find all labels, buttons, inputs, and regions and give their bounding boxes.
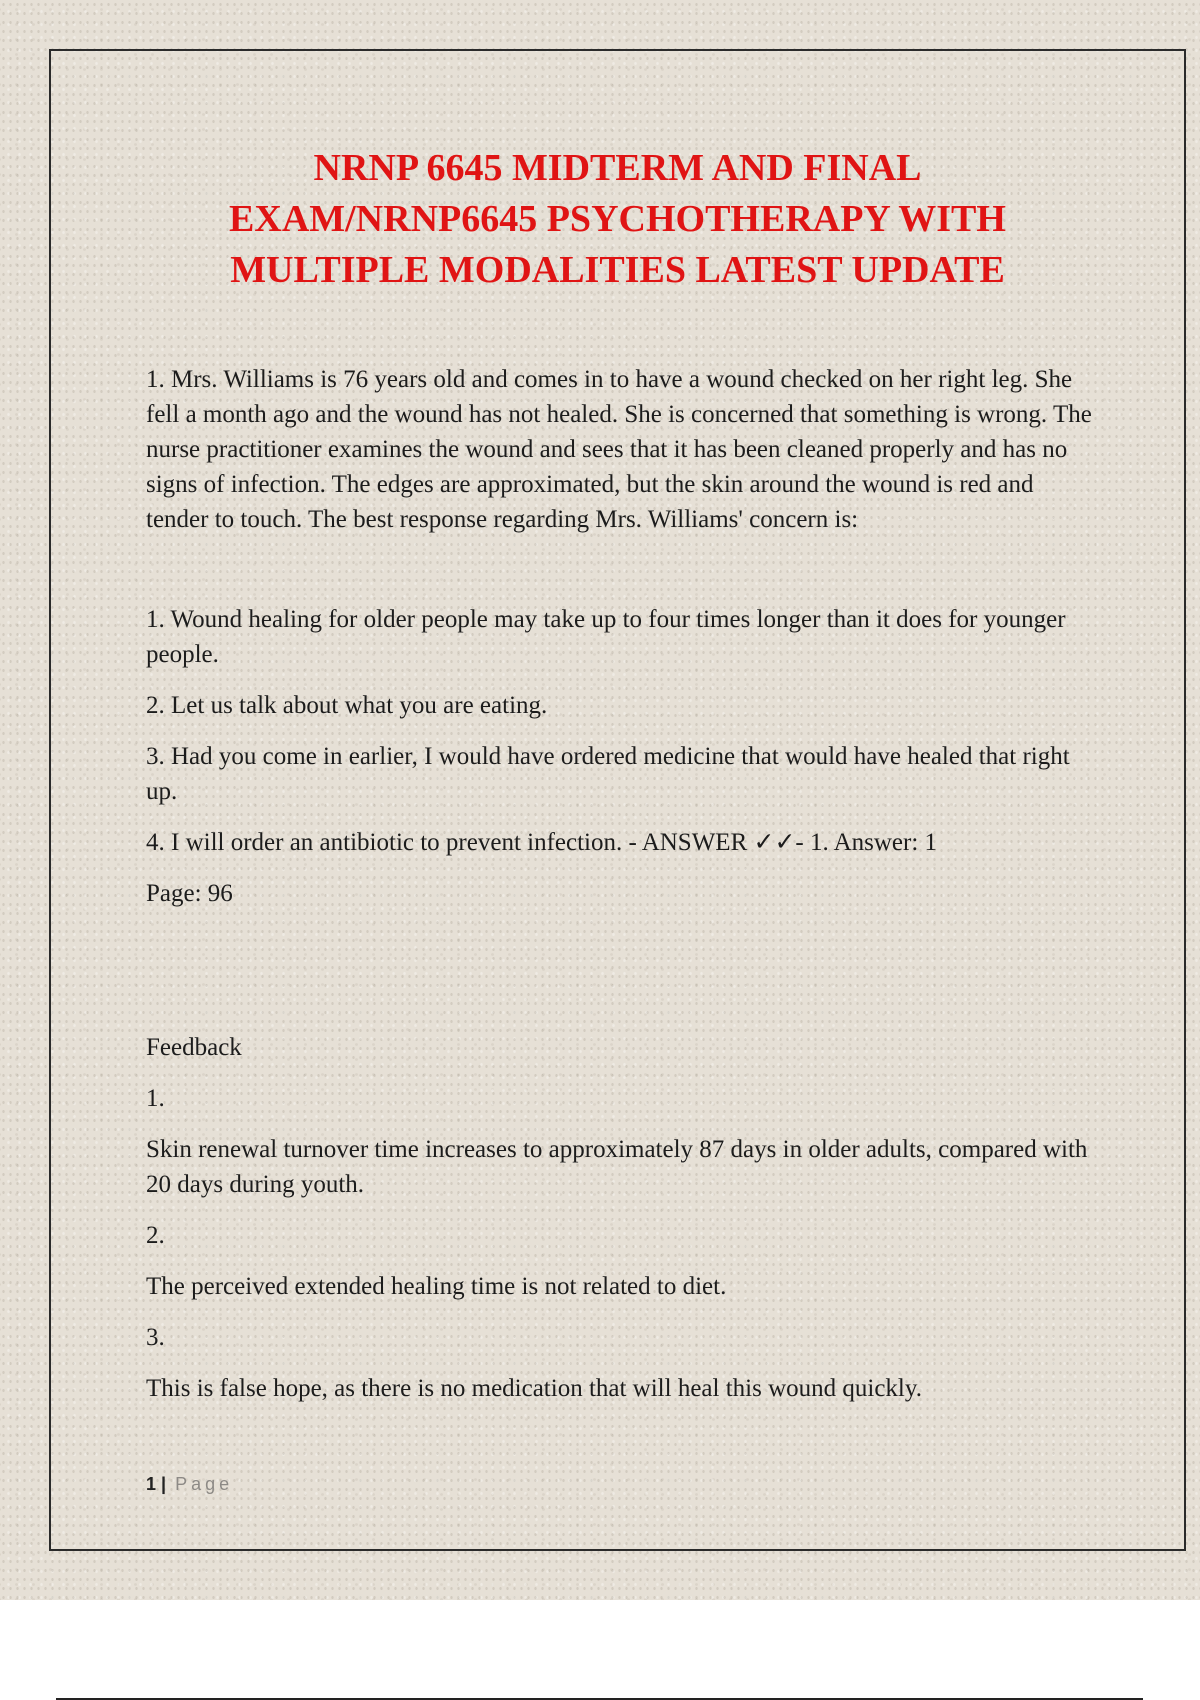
footer-page-number: 1 bbox=[146, 1474, 157, 1494]
page-reference: Page: 96 bbox=[146, 880, 233, 907]
document-title bbox=[49, 143, 1186, 296]
footer-page-label: Page bbox=[175, 1474, 234, 1494]
feedback-text-2: The perceived extended healing time is not related to diet. bbox=[146, 1273, 727, 1300]
feedback-number-1: 1. bbox=[146, 1085, 165, 1112]
title-line-2: EXAM/NRNP6645 PSYCHOTHERAPY WITH bbox=[229, 198, 1006, 240]
answer-option-3: 3. Had you come in earlier, I would have ordered medicine that would have healed that right up. bbox=[146, 743, 1070, 805]
title-line-1: NRNP 6645 MIDTERM AND FINAL bbox=[313, 147, 922, 189]
answer-option-1: 1. Wound healing for older people may take up to four times longer than it does for younger people. bbox=[146, 606, 1066, 668]
answer-option-2: 2. Let us talk about what you are eating. bbox=[146, 692, 548, 719]
answer-option-4: 4. I will order an antibiotic to prevent infection. - ANSWER ✓✓- 1. Answer: 1 bbox=[146, 829, 938, 856]
feedback-number-3: 3. bbox=[146, 1324, 165, 1351]
feedback-text-1: Skin renewal turnover time increases to approximately 87 days in older adults, compared with 20 days during youth. bbox=[146, 1136, 1088, 1198]
feedback-number-2: 2. bbox=[146, 1222, 165, 1249]
feedback-text-3: This is false hope, as there is no medication that will heal this wound quickly. bbox=[146, 1375, 923, 1402]
page-footer bbox=[146, 1473, 233, 1495]
question-stem: 1. Mrs. Williams is 76 years old and comes in to have a wound checked on her right leg. She fell a month ago and the wound has not healed. She is concerned that something is wrong. The nurse practitioner examines the wound and sees that it has been cleaned properly and has no signs of infection. The edges are approximated, but the skin around the wound is red and tender to touch. The best response regarding Mrs. Williams' concern is: bbox=[146, 366, 1092, 533]
document-body bbox=[146, 362, 1096, 1422]
title-line-3: MULTIPLE MODALITIES LATEST UPDATE bbox=[230, 249, 1005, 291]
feedback-heading: Feedback bbox=[146, 1034, 242, 1061]
footer-separator: | bbox=[161, 1474, 167, 1494]
